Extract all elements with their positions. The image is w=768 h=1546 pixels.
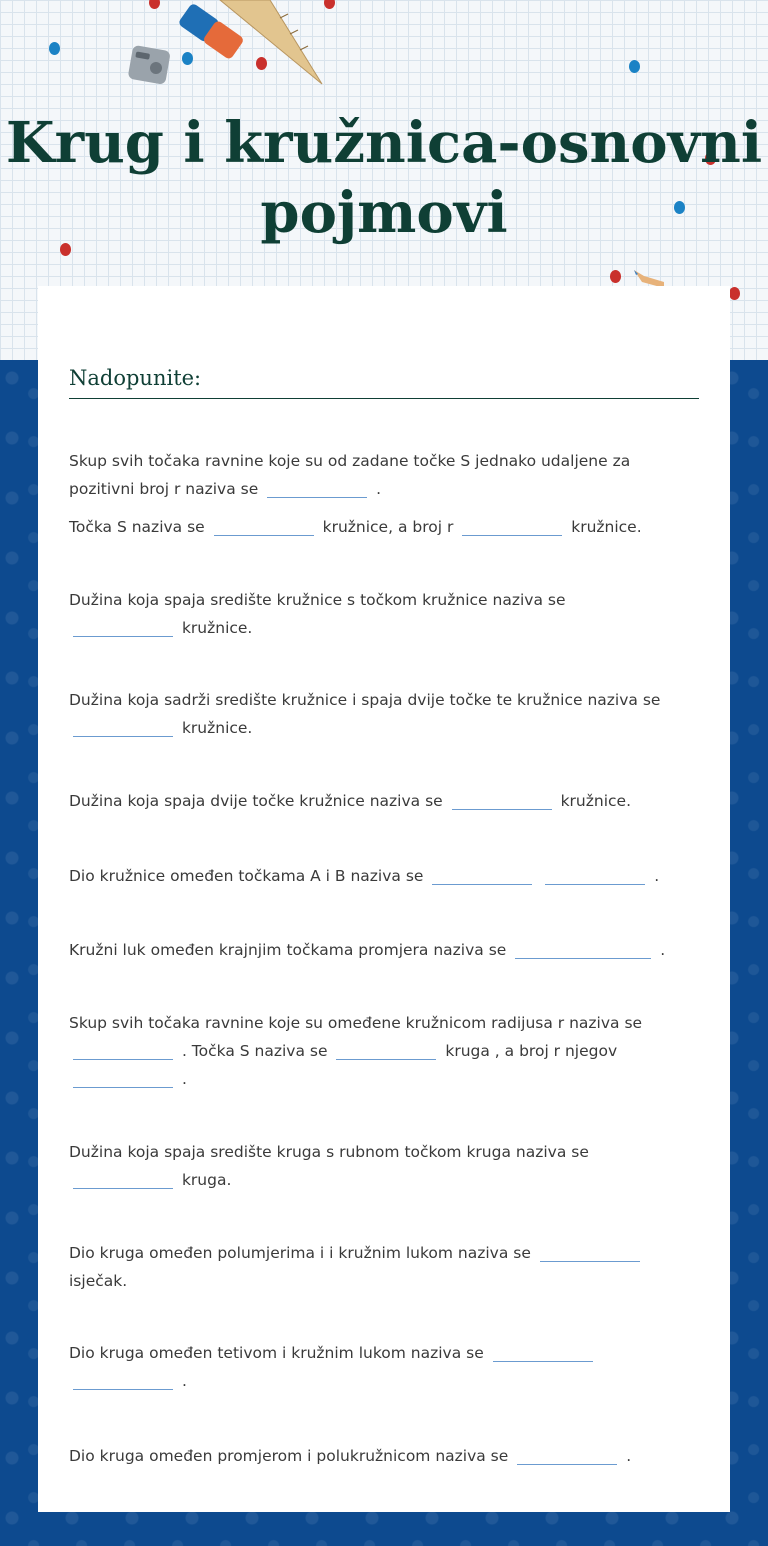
- question-text: Dio kruga omeđen tetivom i kružnim lukom naziva se: [69, 1344, 484, 1362]
- question-8: [69, 1138, 699, 1194]
- question-text: Dužina koja spaja središte kružnice s točkom kružnice naziva se: [69, 591, 566, 609]
- confetti-dot: [149, 0, 160, 9]
- question-text: .: [660, 941, 666, 959]
- question-2: [69, 586, 699, 642]
- question-text: .: [181, 1070, 187, 1088]
- question-5: [69, 862, 699, 890]
- question-text: Dužina koja spaja dvije točke kružnice naziva se: [69, 792, 443, 810]
- question-text: kružnice.: [181, 719, 253, 737]
- answer-blank[interactable]: [73, 617, 173, 637]
- confetti-dot: [610, 270, 621, 283]
- question-text: .: [181, 1372, 187, 1390]
- question-text: Skup svih točaka ravnine koje su od zadane točke S jednako udaljene za pozitivni broj r naziva se: [69, 452, 631, 498]
- confetti-dot: [729, 287, 740, 300]
- answer-blank[interactable]: [517, 1445, 617, 1465]
- answer-blank[interactable]: [73, 1370, 173, 1390]
- confetti-dot: [49, 42, 60, 55]
- answer-blank[interactable]: [432, 865, 532, 885]
- question-text: kružnice.: [571, 518, 642, 536]
- answer-blank[interactable]: [336, 1040, 436, 1060]
- question-text: kruga.: [181, 1171, 232, 1189]
- question-1: [69, 447, 699, 503]
- answer-blank[interactable]: [73, 1040, 173, 1060]
- question-10: [69, 1339, 699, 1395]
- ruler-icon: [210, 0, 330, 90]
- answer-blank[interactable]: [73, 717, 173, 737]
- question-text: . Točka S naziva se: [181, 1042, 328, 1060]
- worksheet-card: [38, 286, 730, 1512]
- answer-blank[interactable]: [462, 516, 562, 536]
- answer-blank[interactable]: [515, 939, 651, 959]
- answer-blank[interactable]: [214, 516, 314, 536]
- answer-blank[interactable]: [73, 1169, 173, 1189]
- question-3: [69, 686, 699, 742]
- answer-blank[interactable]: [540, 1242, 640, 1262]
- question-6: [69, 936, 699, 964]
- question-text: Skup svih točaka ravnine koje su omeđene kružnicom radijusa r naziva se: [69, 1014, 643, 1032]
- question-text: Dio kružnice omeđen točkama A i B naziva se: [69, 867, 424, 885]
- question-9: [69, 1239, 699, 1295]
- answer-blank[interactable]: [452, 790, 552, 810]
- answer-blank[interactable]: [545, 865, 645, 885]
- question-1-continued: [69, 513, 699, 541]
- question-text: .: [626, 1447, 632, 1465]
- page-title: Krug i kružnica-osnovni pojmovi: [5, 110, 763, 246]
- question-text: kružnice, a broj r: [322, 518, 454, 536]
- question-text: Dio kruga omeđen polumjerima i i kružnim lukom naziva se: [69, 1244, 531, 1262]
- section-heading: Nadopunite:: [69, 366, 699, 399]
- answer-blank[interactable]: [493, 1342, 593, 1362]
- question-text: kružnice.: [560, 792, 632, 810]
- question-4: [69, 787, 699, 815]
- answer-blank[interactable]: [267, 478, 367, 498]
- question-text: isječak.: [69, 1272, 128, 1290]
- sharpener-icon: [124, 40, 176, 92]
- question-7: [69, 1009, 699, 1093]
- question-text: kruga , a broj r njegov: [445, 1042, 618, 1060]
- question-text: Dio kruga omeđen promjerom i polukružnicom naziva se: [69, 1447, 509, 1465]
- question-text: Dužina koja spaja središte kruga s rubnom točkom kruga naziva se: [69, 1143, 589, 1161]
- question-text: Dužina koja sadrži središte kružnice i spaja dvije točke te kružnice naziva se: [69, 691, 661, 709]
- question-text: kružnice.: [181, 619, 253, 637]
- question-text: Točka S naziva se: [69, 518, 205, 536]
- question-text: .: [376, 480, 382, 498]
- question-text: Kružni luk omeđen krajnjim točkama promjera naziva se: [69, 941, 507, 959]
- answer-blank[interactable]: [73, 1068, 173, 1088]
- question-text: .: [654, 867, 660, 885]
- confetti-dot: [629, 60, 640, 73]
- question-11: [69, 1442, 699, 1470]
